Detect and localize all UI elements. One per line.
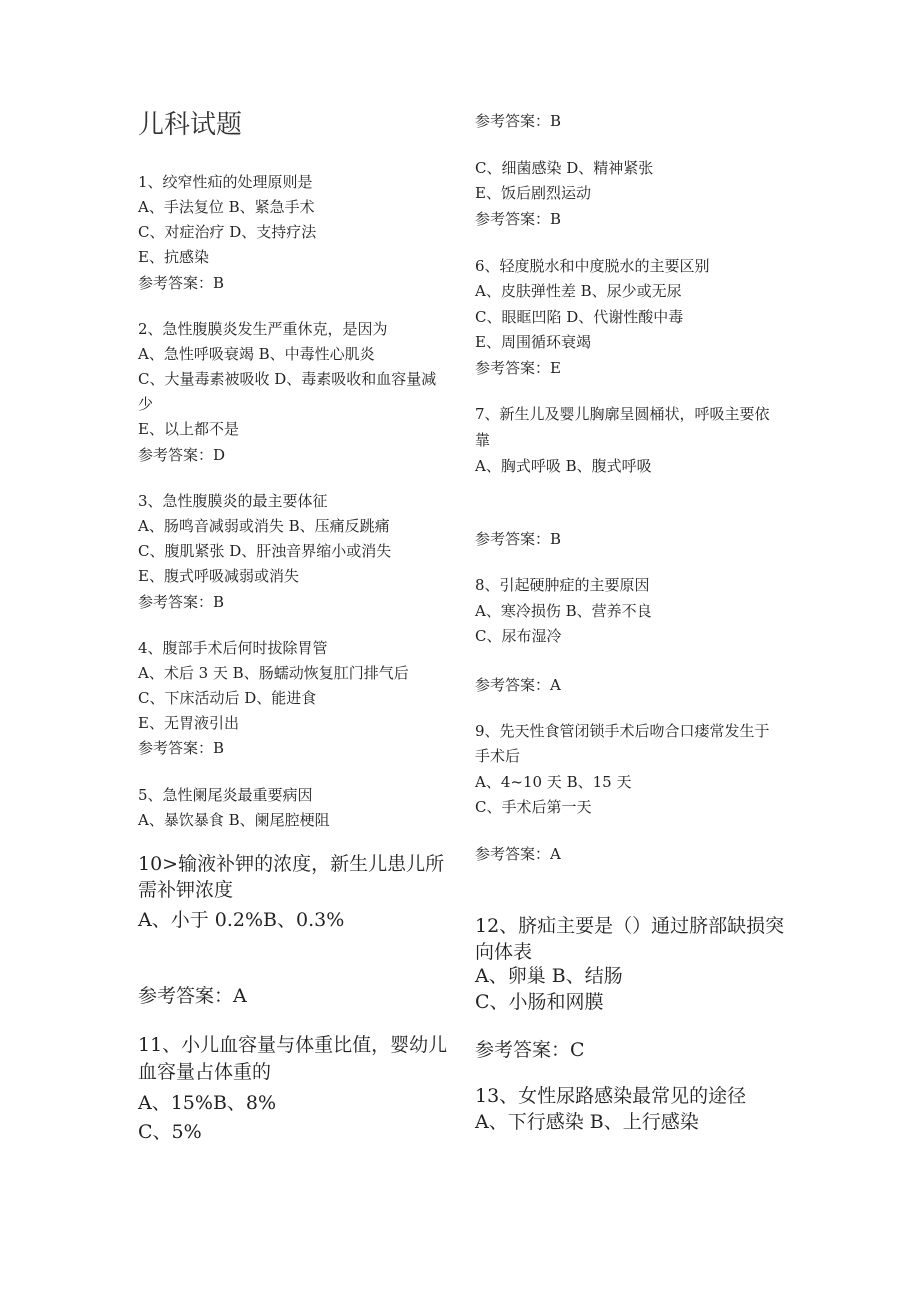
q7-options-ab: A、胸式呼吸 B、腹式呼吸 xyxy=(475,457,652,475)
q13-stem: 13、女性尿路感染最常见的途径 xyxy=(475,1085,747,1107)
q11-options-ab: A、15%B、8% xyxy=(138,1092,277,1114)
q2-options-cd-line2: 少 xyxy=(138,395,154,413)
q13-options-ab: A、下行感染 B、上行感染 xyxy=(475,1111,699,1133)
q4-options-cd: C、下床活动后 D、能进食 xyxy=(138,689,317,707)
q1-stem: 1、绞窄性疝的处理原则是 xyxy=(138,173,313,191)
q1-options-ab: A、手法复位 B、紧急手术 xyxy=(138,198,315,216)
q7-answer: 参考答案：B xyxy=(475,530,562,548)
q5-stem: 5、急性阑尾炎最重要病因 xyxy=(138,786,313,804)
q3-stem: 3、急性腹膜炎的最主要体征 xyxy=(138,492,328,510)
q9-answer: 参考答案：A xyxy=(475,845,561,863)
q8-answer: 参考答案：A xyxy=(475,676,561,694)
q10-answer: 参考答案：A xyxy=(138,985,247,1007)
q12-stem-line2: 向体表 xyxy=(475,941,533,963)
q1-option-e: E、抗感染 xyxy=(138,248,209,266)
q3-options-ab: A、肠鸣音减弱或消失 B、压痛反跳痛 xyxy=(138,517,390,535)
q6-stem: 6、轻度脱水和中度脱水的主要区别 xyxy=(475,257,710,275)
q11-stem-line1: 11、小儿血容量与体重比值，婴幼儿 xyxy=(138,1034,448,1056)
q2-options-cd-line1: C、大量毒素被吸收 D、毒素吸收和血容量减 xyxy=(138,370,437,388)
page-title: 儿科试题 xyxy=(138,110,243,140)
q5-option-e: E、饭后剧烈运动 xyxy=(475,184,591,202)
q6-options-ab: A、皮肤弹性差 B、尿少或无尿 xyxy=(475,282,682,300)
q9-stem-line2: 手术后 xyxy=(475,747,521,765)
q12-stem-line1: 12、脐疝主要是（）通过脐部缺损突 xyxy=(475,915,785,937)
q5-options-ab: A、暴饮暴食 B、阑尾腔梗阻 xyxy=(138,811,330,829)
q12-options-ab: A、卵巢 B、结肠 xyxy=(475,965,623,987)
q12-answer: 参考答案：C xyxy=(475,1039,585,1061)
q2-answer: 参考答案：D xyxy=(138,446,226,464)
q3-options-cd: C、腹肌紧张 D、肝浊音界缩小或消失 xyxy=(138,542,392,560)
q6-option-e: E、周围循环衰竭 xyxy=(475,333,591,351)
q4-option-e: E、无胃液引出 xyxy=(138,714,239,732)
q1-options-cd: C、对症治疗 D、支持疗法 xyxy=(138,223,317,241)
q9-options-ab: A、4~10 天 B、15 天 xyxy=(475,773,632,791)
q6-options-cd: C、眼眶凹陷 D、代谢性酸中毒 xyxy=(475,308,684,326)
q4-answer: 参考答案：B xyxy=(138,739,225,757)
q10-options-ab: A、小于 0.2%B、0.3% xyxy=(138,909,345,931)
q12-option-c: C、小肠和网膜 xyxy=(475,991,604,1013)
q4-stem: 4、腹部手术后何时拔除胃管 xyxy=(138,639,328,657)
q9-stem-line1: 9、先天性食管闭锁手术后吻合口瘘常发生于 xyxy=(475,722,770,740)
q9-option-c: C、手术后第一天 xyxy=(475,798,592,816)
q1-answer: 参考答案：B xyxy=(138,274,225,292)
q7-stem-line1: 7、新生儿及婴儿胸廓呈圆桶状，呼吸主要依 xyxy=(475,405,770,423)
q8-stem: 8、引起硬肿症的主要原因 xyxy=(475,576,650,594)
q8-options-ab: A、寒冷损伤 B、营养不良 xyxy=(475,602,652,620)
q10-stem-line2: 需补钾浓度 xyxy=(138,879,234,901)
q3-answer: 参考答案：B xyxy=(138,593,225,611)
q4-options-ab: A、术后 3 天 B、肠蠕动恢复肛门排气后 xyxy=(138,664,409,682)
q5-answer: 参考答案：B xyxy=(475,210,562,228)
q6-answer: 参考答案：E xyxy=(475,359,561,377)
q8-option-c: C、尿布湿冷 xyxy=(475,627,562,645)
q11-stem-line2: 血容量占体重的 xyxy=(138,1061,272,1083)
q2-options-ab: A、急性呼吸衰竭 B、中毒性心肌炎 xyxy=(138,345,375,363)
q3-option-e: E、腹式呼吸减弱或消失 xyxy=(138,567,299,585)
q5-answer-top: 参考答案：B xyxy=(475,112,562,130)
q2-stem: 2、急性腹膜炎发生严重休克，是因为 xyxy=(138,320,388,338)
q2-option-e: E、以上都不是 xyxy=(138,420,239,438)
q11-option-c: C、5% xyxy=(138,1121,202,1143)
q7-stem-line2: 靠 xyxy=(475,431,491,449)
q10-stem-line1: 10>输液补钾的浓度，新生儿患儿所 xyxy=(138,853,445,875)
q5-options-cd: C、细菌感染 D、精神紧张 xyxy=(475,159,654,177)
